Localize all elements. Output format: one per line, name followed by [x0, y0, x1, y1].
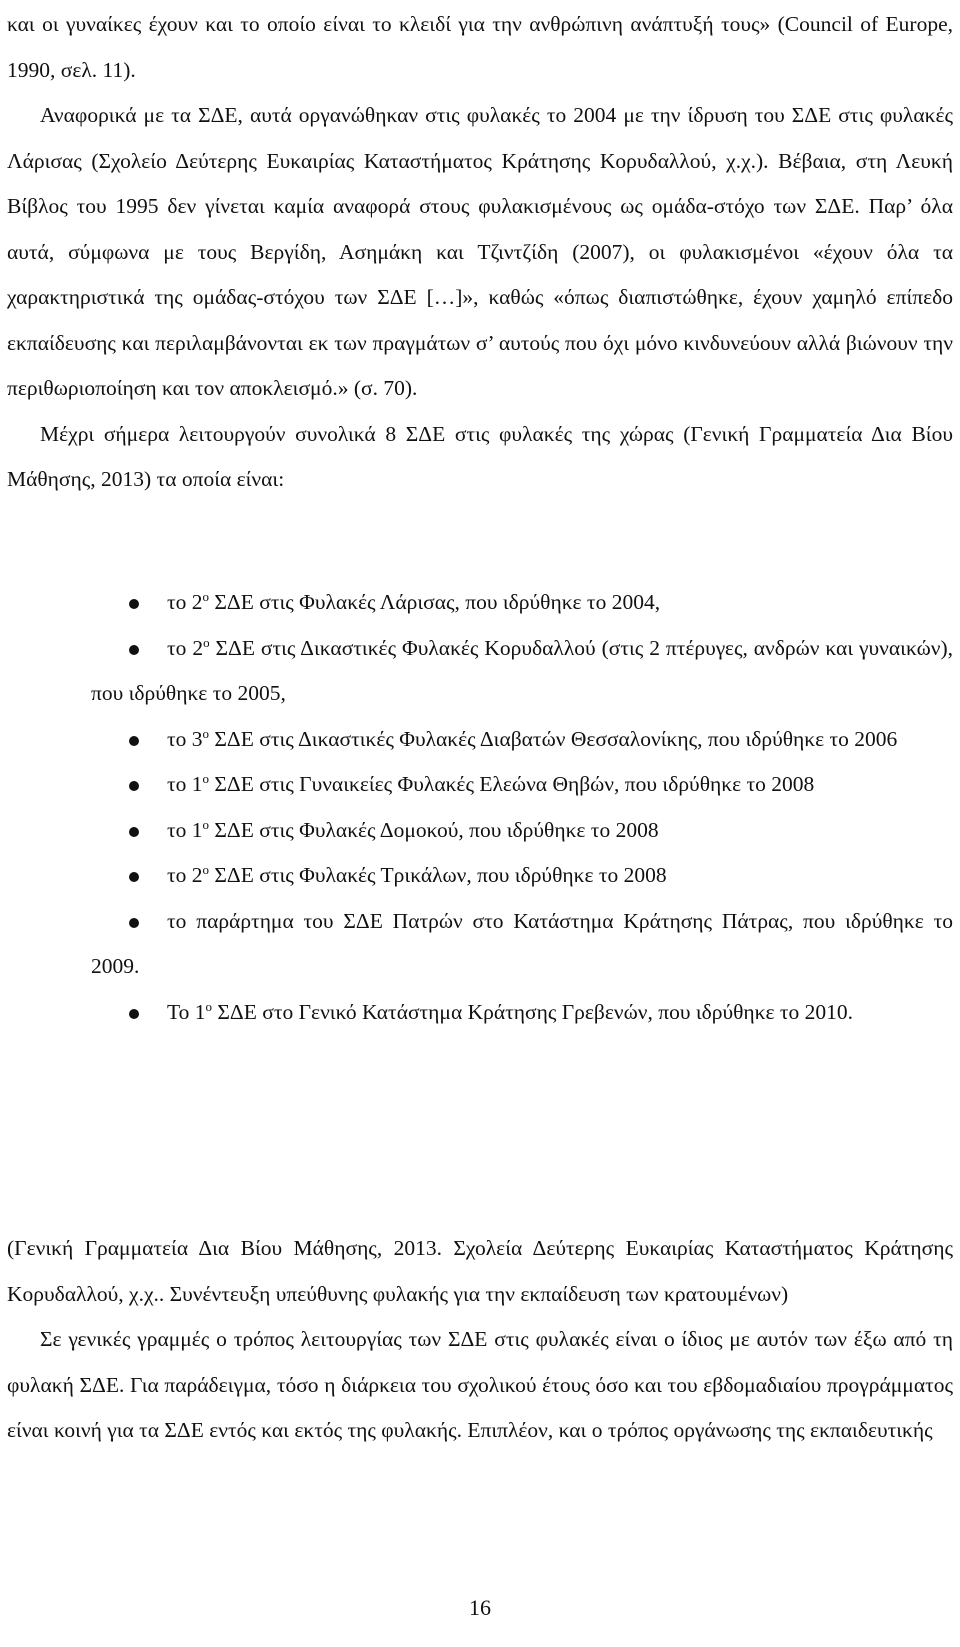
- ordinal-superscript: ο: [202, 816, 210, 832]
- list-item-text: ΣΔΕ στις Φυλακές Δομοκού, που ιδρύθηκε το 2008: [209, 817, 659, 842]
- bullet-icon: [129, 1009, 139, 1019]
- list-item-text: ΣΔΕ στις Γυναικείες Φυλακές Ελεώνα Θηβών, που ιδρύθηκε το 2008: [209, 772, 815, 796]
- list-item-text: το 1: [167, 772, 203, 796]
- bullet-icon: [129, 827, 139, 837]
- ordinal-superscript: ο: [202, 861, 210, 877]
- list-item-text: το 3: [167, 726, 203, 751]
- paragraph-sde-prisons-history: Αναφορικά με τα ΣΔΕ, αυτά οργανώθηκαν στις φυλακές το 2004 με την ίδρυση του ΣΔΕ στις φυλακές Λάρισας (Σχολείο Δεύτερης Ευκαιρίας Καταστήματος Κράτησης Κορυδαλλού, χ.χ.). Βέβαια, στη Λευκή Βίβλος του 1995 δεν γίνεται καμία αναφορά στους φυλακισμένους ως ομάδα-στόχο των ΣΔΕ. Παρ’ όλα αυτά, σύμφωνα με τους Βεργίδη, Ασημάκη και Τζιντζίδη (2007), οι φυλακισμένοι «έχουν όλα τα χαρακτηριστικά της ομάδας-στόχου των ΣΔΕ […]», καθώς «όπως διαπιστώθηκε, έχουν χαμηλό επίπεδο εκπαίδευσης και περιλαμβάνονται εκ των πραγμάτων σ’ αυτούς που όχι μόνο κινδυνεύουν αλλά βιώνουν την περιθωριοποίηση και τον αποκλεισμό.» (σ. 70).: [7, 103, 953, 400]
- list-item: [7, 717, 953, 763]
- list-item: [7, 899, 953, 990]
- ordinal-superscript: ο: [202, 770, 210, 786]
- sde-list-block: [7, 580, 953, 1035]
- ordinal-superscript: ο: [203, 634, 210, 650]
- list-item-text: το 2: [167, 635, 204, 660]
- bullet-icon: [129, 918, 139, 928]
- sde-prison-list: [7, 580, 953, 1035]
- list-item: [7, 580, 953, 626]
- body-text-bottom: [7, 1226, 953, 1454]
- bullet-icon: [129, 781, 139, 791]
- list-item-text: το παράρτημα του ΣΔΕ Πατρών στο Κατάστημα Κράτησης Πάτρας, που ιδρύθηκε το 2009.: [91, 908, 953, 978]
- paragraph-sde-count-intro: Μέχρι σήμερα λειτουργούν συνολικά 8 ΣΔΕ στις φυλακές της χώρας (Γενική Γραμματεία Δια Βίου Μάθησης, 2013) τα οποία είναι:: [7, 421, 953, 491]
- body-text-top: [7, 2, 953, 503]
- ordinal-superscript: ο: [202, 588, 210, 604]
- list-item-text: το 2: [167, 863, 203, 887]
- list-item-text: ΣΔΕ στις Δικαστικές Φυλακές Διαβατών Θεσσαλονίκης, που ιδρύθηκε το 2006: [209, 726, 898, 751]
- bullet-icon: [129, 599, 139, 609]
- ordinal-superscript: ο: [202, 725, 210, 741]
- list-item: [7, 853, 953, 899]
- list-item-text: το 1: [167, 817, 203, 842]
- page-number: 16: [469, 1595, 491, 1620]
- list-item-text: Το 1: [167, 999, 206, 1024]
- bullet-icon: [129, 645, 139, 655]
- list-item-text: το 2: [167, 590, 203, 614]
- list-item-text: ΣΔΕ στις Φυλακές Λάρισας, που ιδρύθηκε το 2004,: [209, 590, 661, 614]
- ordinal-superscript: ο: [205, 998, 213, 1014]
- list-item-text: ΣΔΕ στο Γενικό Κατάστημα Κράτησης Γρεβενών, που ιδρύθηκε το 2010.: [212, 999, 854, 1024]
- bullet-icon: [129, 872, 139, 882]
- list-item: [7, 808, 953, 854]
- paragraph-sources: (Γενική Γραμματεία Δια Βίου Μάθησης, 2013. Σχολεία Δεύτερης Ευκαιρίας Καταστήματος Κράτησης Κορυδαλλού, χ.χ.. Συνέντευξη υπεύθυνης φυλακής για την εκπαίδευση των κρατουμένων): [7, 1236, 953, 1306]
- list-item: [7, 762, 953, 808]
- list-item-text: ΣΔΕ στις Φυλακές Τρικάλων, που ιδρύθηκε το 2008: [209, 863, 667, 887]
- list-item: [7, 626, 953, 717]
- list-item-text: ΣΔΕ στις Δικαστικές Φυλακές Κορυδαλλού (στις 2 πτέρυγες, ανδρών και γυναικών), που ιδρύθηκε το 2005,: [91, 635, 953, 705]
- paragraph-operation: Σε γενικές γραμμές ο τρόπος λειτουργίας των ΣΔΕ στις φυλακές είναι ο ίδιος με αυτόν των έξω από τη φυλακή ΣΔΕ. Για παράδειγμα, τόσο η διάρκεια του σχολικού έτους όσο και του εβδομαδιαίου προγράμματος είναι κοινή για τα ΣΔΕ εντός και εκτός της φυλακής. Επιπλέον, και ο τρόπος οργάνωσης της εκπαιδευτικής: [7, 1327, 953, 1442]
- paragraph-continuation: και οι γυναίκες έχουν και το οποίο είναι το κλειδί για την ανθρώπινη ανάπτυξή τους» (Council of Europe, 1990, σελ. 11).: [7, 12, 953, 82]
- bullet-icon: [129, 736, 139, 746]
- list-item: [7, 990, 953, 1036]
